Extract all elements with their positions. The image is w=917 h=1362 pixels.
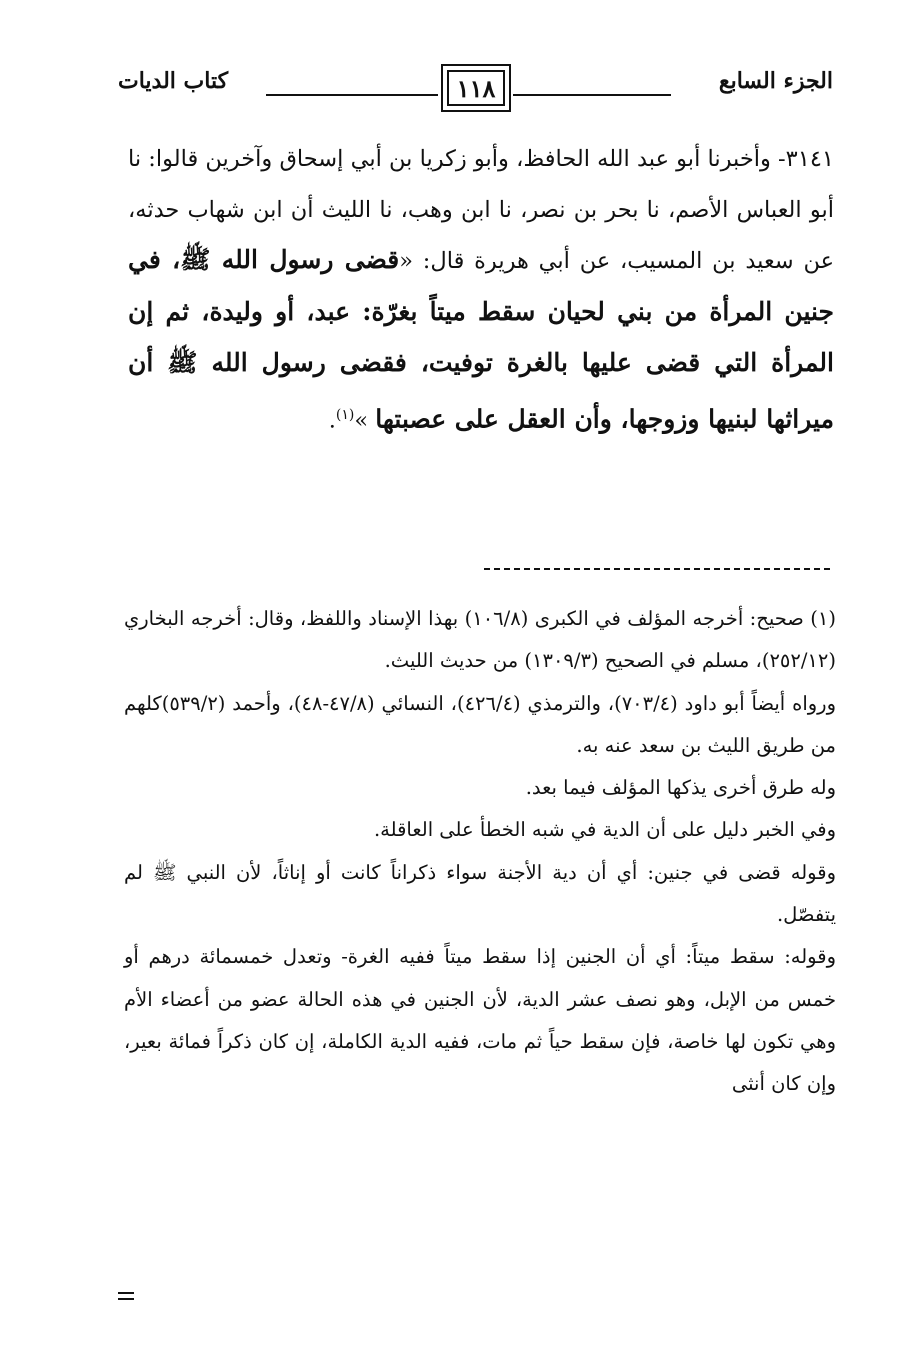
- hadith-matn: قضى رسول الله ﷺ، في جنين المرأة من بني لحيان سقط ميتاً بغرّة: عبد، أو وليدة، ثم إن المرأة التي قضى عليها بالغرة توفيت، فقضى رسول الله ﷺ أن ميراثها لبنيها وزوجها، وأن العقل على عصبتها: [128, 245, 834, 433]
- book-title: كتاب الديات: [118, 68, 229, 94]
- hadith-isnad: ٣١٤١- وأخبرنا أبو عبد الله الحافظ، وأبو زكريا بن أبي إسحاق وآخرين قالوا: نا أبو العباس الأصم، نا بحر بن نصر، نا ابن وهب، نا الليث أن ابن شهاب حدثه، عن سعيد بن المسيب، عن أبي هريرة قال: «: [128, 146, 834, 274]
- footnotes: [124, 598, 836, 1106]
- header-rule-left: [266, 94, 438, 96]
- header-rule-right: [513, 94, 671, 96]
- footnote-reference: (١): [335, 406, 355, 423]
- hadith-end: .: [328, 407, 336, 433]
- footnote-paragraph: وقوله: سقط ميتاً: أي أن الجنين إذا سقط ميتاً ففيه الغرة- وتعدل خمسمائة درهم أو خمس من الإبل، وهو نصف عشر الدية، لأن الجنين في هذه الحالة عضو من أعضاء الأم وهي تكون لها خاصة، فإن سقط حياً ثم مات، ففيه الدية الكاملة، إن كان ذكراً فمائة بعير، وإن كان أنثى: [124, 945, 836, 1096]
- footnote-paragraph: وفي الخبر دليل على أن الدية في شبه الخطأ على العاقلة.: [373, 818, 836, 842]
- footnote-paragraph: ورواه أيضاً أبو داود (٧٠٣/٤)، والترمذي (٤٢٦/٤)، النسائي (٤٧/٨-٤٨)، وأحمد (٥٣٩/٢)كلهم من طريق الليث بن سعد عنه به.: [124, 691, 836, 757]
- continuation-mark: [118, 1292, 134, 1304]
- footnote-paragraph: وقوله قضى في جنين: أي أن دية الأجنة سواء ذكراناً كانت أو إناثاً، لأن النبي ﷺ لم يتفصّل.: [124, 860, 836, 927]
- page-header: [118, 58, 833, 118]
- volume-title: الجزء السابع: [718, 68, 833, 94]
- hadith-text: [128, 134, 834, 446]
- footnote-paragraph: (١) صحيح: أخرجه المؤلف في الكبرى (١٠٦/٨) بهذا الإسناد واللفظ، وقال: أخرجه البخاري (٢٥٢/١٢)، مسلم في الصحيح (١٣٠٩/٣) من حديث الليث.: [124, 607, 837, 673]
- hadith-paragraph: [128, 134, 834, 446]
- page-number: ١١٨: [447, 70, 505, 106]
- page-number-box: [441, 64, 511, 112]
- footnote-separator: [484, 568, 830, 570]
- footnote-paragraph: وله طرق أخرى يذكها المؤلف فيما بعد.: [525, 776, 836, 800]
- hadith-close-quote: »: [354, 407, 376, 433]
